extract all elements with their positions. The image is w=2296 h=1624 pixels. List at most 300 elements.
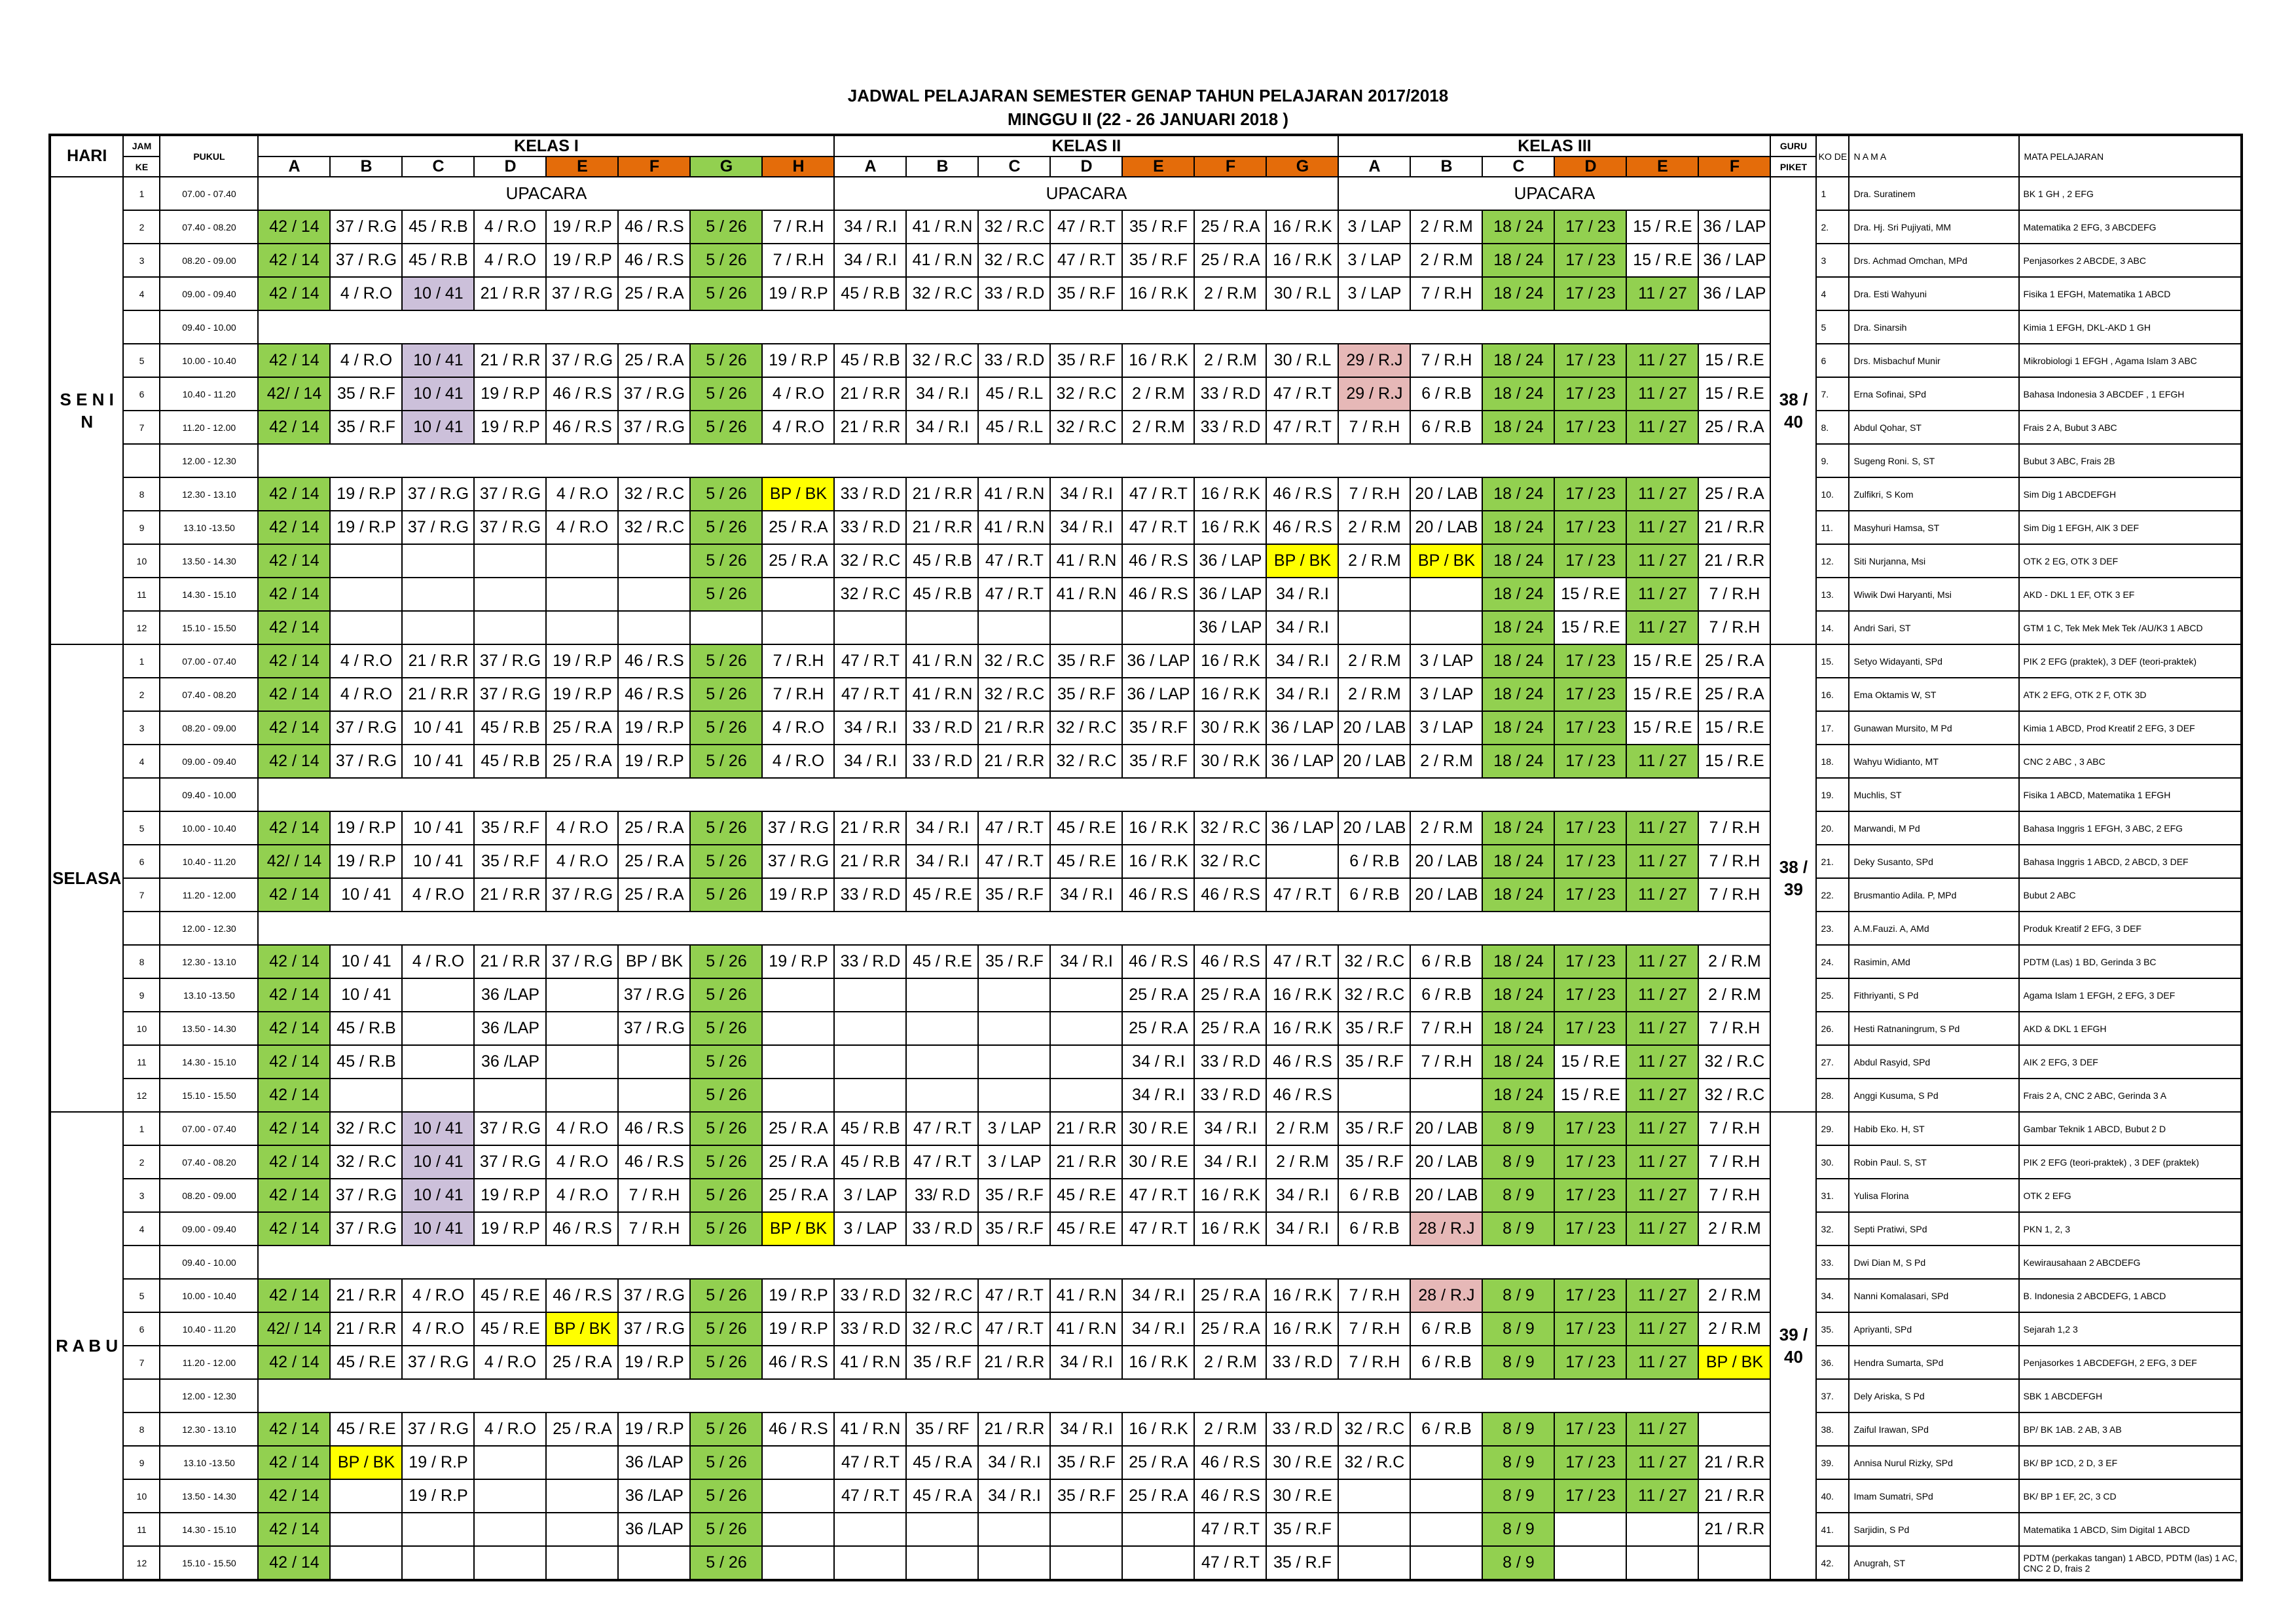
schedule-cell: 25 / R.A: [1698, 644, 1770, 678]
pukul: 10.40 - 11.20: [160, 845, 258, 878]
schedule-cell: 25 / R.A: [546, 711, 618, 745]
pukul: 12.30 - 13.10: [160, 1412, 258, 1446]
schedule-cell: 17 / 23: [1554, 1412, 1626, 1446]
class-2-c: C: [978, 157, 1050, 177]
schedule-cell: 45 / R.B: [906, 578, 978, 611]
teacher-subject: B. Indonesia 2 ABCDEFG, 1 ABCD: [2019, 1279, 2242, 1312]
schedule-cell: 42/ / 14: [258, 377, 330, 411]
teacher-name: Zaiful Irawan, SPd: [1849, 1412, 2019, 1446]
schedule-cell: [330, 578, 402, 611]
table-row: [50, 210, 2242, 244]
schedule-cell: [474, 578, 546, 611]
schedule-cell: 4 / R.O: [762, 711, 834, 745]
table-row: [50, 177, 2242, 210]
schedule-cell: [474, 1079, 546, 1112]
schedule-cell: 4 / R.O: [474, 1346, 546, 1379]
schedule-cell: [402, 1079, 474, 1112]
schedule-cell: 42 / 14: [258, 477, 330, 511]
teacher-subject: Bahasa Inggris 1 ABCD, 2 ABCD, 3 DEF: [2019, 845, 2242, 878]
schedule-cell: 18 / 24: [1482, 477, 1554, 511]
teacher-subject: PIK 2 EFG (teori-praktek) , 3 DEF (praktek): [2019, 1145, 2242, 1179]
schedule-cell: 34 / R.I: [834, 745, 906, 778]
schedule-cell: 19 / R.P: [546, 678, 618, 711]
schedule-cell: 47 / R.T: [1050, 244, 1122, 277]
schedule-cell: 2 / R.M: [1194, 277, 1266, 310]
schedule-cell: 20 / LAB: [1338, 811, 1410, 845]
guru-piket: 38 / 39: [1770, 644, 1816, 1112]
schedule-cell: 4 / R.O: [546, 1145, 618, 1179]
teacher-subject: Penjasorkes 1 ABCDEFGH, 2 EFG, 3 DEF: [2019, 1346, 2242, 1379]
schedule-cell: 21 / R.R: [474, 344, 546, 377]
schedule-cell: [474, 1479, 546, 1513]
schedule-cell: 42 / 14: [258, 1079, 330, 1112]
schedule-cell: 11 / 27: [1626, 1012, 1698, 1045]
schedule-cell: 34 / R.I: [1266, 644, 1338, 678]
schedule-cell: 11 / 27: [1626, 1312, 1698, 1346]
teacher-code: 28.: [1816, 1079, 1849, 1112]
schedule-cell: 15 / R.E: [1626, 678, 1698, 711]
schedule-cell: 21 / R.R: [978, 711, 1050, 745]
schedule-cell: 47 / R.T: [834, 1446, 906, 1479]
schedule-cell: 47 / R.T: [906, 1112, 978, 1145]
schedule-cell: 15 / R.E: [1698, 344, 1770, 377]
schedule-cell: 25 / R.A: [618, 845, 690, 878]
schedule-cell: 6 / R.B: [1410, 978, 1482, 1012]
schedule-cell: 21 / R.R: [834, 845, 906, 878]
schedule-cell: 47 / R.T: [1050, 210, 1122, 244]
schedule-cell: 41 / R.N: [906, 678, 978, 711]
schedule-cell: 21 / R.R: [474, 878, 546, 912]
schedule-cell: [402, 1045, 474, 1079]
pukul: 13.10 -13.50: [160, 1446, 258, 1479]
schedule-cell: 34 / R.I: [978, 1479, 1050, 1513]
schedule-cell: 32 / R.C: [978, 678, 1050, 711]
teacher-code: 12.: [1816, 544, 1849, 578]
schedule-cell: 46 / R.S: [1266, 477, 1338, 511]
schedule-cell: 45 / R.A: [906, 1479, 978, 1513]
schedule-cell: 37 / R.G: [546, 277, 618, 310]
teacher-name: Abdul Qohar, ST: [1849, 411, 2019, 444]
schedule-cell: 47 / R.T: [1266, 377, 1338, 411]
schedule-cell: 11 / 27: [1626, 1179, 1698, 1212]
schedule-cell: 37 / R.G: [402, 511, 474, 544]
schedule-cell: 19 / R.P: [618, 1412, 690, 1446]
teacher-code: 10.: [1816, 477, 1849, 511]
header-ke: KE: [123, 157, 160, 177]
schedule-cell: 6 / R.B: [1410, 1312, 1482, 1346]
schedule-cell: 41 / R.N: [834, 1412, 906, 1446]
schedule-cell: 21 / R.R: [330, 1279, 402, 1312]
schedule-cell: [978, 1546, 1050, 1580]
schedule-cell: 18 / 24: [1482, 811, 1554, 845]
schedule-cell: 16 / R.K: [1122, 1346, 1194, 1379]
schedule-cell: 25 / R.A: [546, 745, 618, 778]
teacher-code: 3: [1816, 244, 1849, 277]
teacher-code: 16.: [1816, 678, 1849, 711]
teacher-code: 11.: [1816, 511, 1849, 544]
schedule-cell: 32 / R.C: [906, 1312, 978, 1346]
table-row: [50, 745, 2242, 778]
schedule-cell: [1626, 1513, 1698, 1546]
schedule-cell: 45 / R.B: [330, 1045, 402, 1079]
schedule-cell: 36 /LAP: [618, 1446, 690, 1479]
schedule-cell: 37 / R.G: [618, 1012, 690, 1045]
schedule-cell: [546, 978, 618, 1012]
schedule-cell: 20 / LAB: [1410, 845, 1482, 878]
schedule-cell: 46 / R.S: [618, 210, 690, 244]
schedule-cell: [1338, 1479, 1410, 1513]
schedule-cell: 36 / LAP: [1698, 210, 1770, 244]
schedule-cell: [618, 1045, 690, 1079]
teacher-subject: BK 1 GH , 2 EFG: [2019, 177, 2242, 210]
table-row: [50, 244, 2242, 277]
schedule-cell: 42 / 14: [258, 544, 330, 578]
jam-ke: 1: [123, 177, 160, 210]
schedule-cell: [546, 1513, 618, 1546]
schedule-cell: 5 / 26: [690, 1079, 762, 1112]
schedule-cell: [402, 611, 474, 644]
schedule-cell: 45 / R.B: [906, 544, 978, 578]
schedule-cell: 25 / R.A: [1698, 411, 1770, 444]
header-pukul: PUKUL: [160, 135, 258, 177]
schedule-cell: [1050, 1045, 1122, 1079]
schedule-cell: 42 / 14: [258, 578, 330, 611]
schedule-cell: 32 / R.C: [834, 544, 906, 578]
table-row: [50, 611, 2242, 644]
schedule-cell: BP / BK: [618, 945, 690, 978]
schedule-cell: 2 / R.M: [1410, 210, 1482, 244]
schedule-cell: 34 / R.I: [1050, 1346, 1122, 1379]
schedule-cell: 45 / R.E: [330, 1412, 402, 1446]
schedule-cell: 35 / R.F: [1050, 644, 1122, 678]
schedule-cell: 5 / 26: [690, 1446, 762, 1479]
schedule-cell: 20 / LAB: [1338, 745, 1410, 778]
schedule-cell: 36 / LAP: [1698, 277, 1770, 310]
schedule-cell: [1554, 1546, 1626, 1580]
schedule-cell: 18 / 24: [1482, 878, 1554, 912]
schedule-cell: [1122, 1546, 1194, 1580]
schedule-cell: 35 / R.F: [978, 1179, 1050, 1212]
schedule-cell: 11 / 27: [1626, 411, 1698, 444]
schedule-cell: 2 / R.M: [1122, 411, 1194, 444]
schedule-cell: 17 / 23: [1554, 1312, 1626, 1346]
schedule-cell: 25 / R.A: [762, 1179, 834, 1212]
schedule-cell: 6 / R.B: [1410, 1412, 1482, 1446]
schedule-cell: 7 / R.H: [1698, 1012, 1770, 1045]
table-row: [50, 1379, 2242, 1412]
schedule-cell: [1050, 1012, 1122, 1045]
schedule-cell: 18 / 24: [1482, 745, 1554, 778]
schedule-cell: 34 / R.I: [906, 845, 978, 878]
teacher-code: 34.: [1816, 1279, 1849, 1312]
schedule-cell: 42 / 14: [258, 1446, 330, 1479]
table-row: [50, 1246, 2242, 1279]
schedule-cell: 36 / LAP: [1194, 544, 1266, 578]
teacher-name: Marwandi, M Pd: [1849, 811, 2019, 845]
jam-ke: 9: [123, 511, 160, 544]
schedule-cell: 16 / R.K: [1266, 978, 1338, 1012]
schedule-cell: 36 /LAP: [618, 1513, 690, 1546]
schedule-cell: 42 / 14: [258, 878, 330, 912]
schedule-cell: [546, 578, 618, 611]
schedule-cell: 37 / R.G: [474, 511, 546, 544]
schedule-cell: 5 / 26: [690, 1412, 762, 1446]
schedule-cell: 25 / R.A: [618, 344, 690, 377]
schedule-cell: 8 / 9: [1482, 1346, 1554, 1379]
schedule-cell: 7 / R.H: [1338, 411, 1410, 444]
teacher-subject: Fisika 1 ABCD, Matematika 1 EFGH: [2019, 778, 2242, 811]
class-3-c: C: [1482, 157, 1554, 177]
schedule-cell: 7 / R.H: [618, 1212, 690, 1246]
schedule-cell: 36 /LAP: [474, 1012, 546, 1045]
schedule-cell: 32 / R.C: [330, 1112, 402, 1145]
schedule-cell: 46 / R.S: [1266, 1045, 1338, 1079]
schedule-cell: 5 / 26: [690, 745, 762, 778]
schedule-cell: 7 / R.H: [1698, 578, 1770, 611]
schedule-cell: 16 / R.K: [1266, 1279, 1338, 1312]
schedule-cell: 21 / R.R: [1050, 1145, 1122, 1179]
schedule-cell: 29 / R.J: [1338, 377, 1410, 411]
schedule-cell: [546, 1479, 618, 1513]
schedule-cell: 41 / R.N: [1050, 1312, 1122, 1346]
schedule-cell: 46 / R.S: [1266, 511, 1338, 544]
schedule-cell: 4 / R.O: [546, 845, 618, 878]
schedule-cell: [618, 1546, 690, 1580]
schedule-cell: 5 / 26: [690, 978, 762, 1012]
teacher-code: 25.: [1816, 978, 1849, 1012]
schedule-cell: 7 / R.H: [1698, 1145, 1770, 1179]
schedule-cell: 45 / R.E: [1050, 1212, 1122, 1246]
schedule-cell: 10 / 41: [402, 411, 474, 444]
schedule-cell: 6 / R.B: [1410, 377, 1482, 411]
schedule-cell: 32 / R.C: [978, 244, 1050, 277]
page-subtitle: MINGGU II (22 - 26 JANUARI 2018 ): [1007, 109, 1289, 129]
schedule-cell: [330, 1546, 402, 1580]
schedule-cell: 15 / R.E: [1554, 1045, 1626, 1079]
table-row: [50, 310, 2242, 344]
schedule-cell: 17 / 23: [1554, 344, 1626, 377]
jam-ke: 8: [123, 945, 160, 978]
schedule-cell: 19 / R.P: [474, 1179, 546, 1212]
teacher-subject: Gambar Teknik 1 ABCD, Bubut 2 D: [2019, 1112, 2242, 1145]
schedule-cell: 18 / 24: [1482, 277, 1554, 310]
schedule-cell: 17 / 23: [1554, 1479, 1626, 1513]
schedule-cell: 42 / 14: [258, 277, 330, 310]
teacher-name: Septi Pratiwi, SPd: [1849, 1212, 2019, 1246]
jam-ke: 4: [123, 745, 160, 778]
schedule-cell: 32 / R.C: [618, 511, 690, 544]
schedule-cell: 32 / R.C: [978, 644, 1050, 678]
table-row: [50, 978, 2242, 1012]
schedule-cell: 17 / 23: [1554, 678, 1626, 711]
schedule-cell: BP / BK: [1698, 1346, 1770, 1379]
schedule-cell: 47 / R.T: [1122, 1212, 1194, 1246]
schedule-cell: 11 / 27: [1626, 1079, 1698, 1112]
class-3-f: F: [1698, 157, 1770, 177]
schedule-cell: [762, 1079, 834, 1112]
schedule-cell: 36 / LAP: [1266, 745, 1338, 778]
schedule-cell: 6 / R.B: [1338, 878, 1410, 912]
teacher-subject: PIK 2 EFG (praktek), 3 DEF (teori-praktek): [2019, 644, 2242, 678]
schedule-cell: 45 / R.B: [834, 1145, 906, 1179]
jam-ke: [123, 1379, 160, 1412]
schedule-cell: 2 / R.M: [1338, 644, 1410, 678]
schedule-cell: 33 / R.D: [1194, 411, 1266, 444]
schedule-cell: [906, 1513, 978, 1546]
day-name: R A B U: [50, 1112, 123, 1580]
schedule-cell: 4 / R.O: [474, 1412, 546, 1446]
schedule-cell: 8 / 9: [1482, 1546, 1554, 1580]
teacher-code: 1: [1816, 177, 1849, 210]
schedule-cell: 16 / R.K: [1266, 1012, 1338, 1045]
schedule-cell: 2 / R.M: [1338, 678, 1410, 711]
schedule-cell: 5 / 26: [690, 678, 762, 711]
title-block: [0, 84, 2296, 131]
teacher-name: Deky Susanto, SPd: [1849, 845, 2019, 878]
jam-ke: 7: [123, 411, 160, 444]
schedule-cell: 11 / 27: [1626, 344, 1698, 377]
teacher-name: Dely Ariska, S Pd: [1849, 1379, 2019, 1412]
schedule-cell: [1410, 1546, 1482, 1580]
teacher-code: 30.: [1816, 1145, 1849, 1179]
pukul: 14.30 - 15.10: [160, 1513, 258, 1546]
schedule-cell: 33 / R.D: [834, 1312, 906, 1346]
schedule-cell: 18 / 24: [1482, 244, 1554, 277]
schedule-cell: 19 / R.P: [762, 878, 834, 912]
schedule-cell: 46 / R.S: [1194, 945, 1266, 978]
schedule-cell: 37 / R.G: [618, 1279, 690, 1312]
schedule-cell: 41 / R.N: [978, 477, 1050, 511]
table-row: [50, 1079, 2242, 1112]
jam-ke: 3: [123, 244, 160, 277]
teacher-subject: CNC 2 ABC , 3 ABC: [2019, 745, 2242, 778]
jam-ke: [123, 912, 160, 945]
schedule-cell: 19 / R.P: [402, 1446, 474, 1479]
teacher-name: Muchlis, ST: [1849, 778, 2019, 811]
schedule-cell: 46 / R.S: [546, 1279, 618, 1312]
schedule-cell: 46 / R.S: [1266, 1079, 1338, 1112]
schedule-cell: 4 / R.O: [762, 745, 834, 778]
schedule-cell: 36 /LAP: [618, 1479, 690, 1513]
teacher-code: 9.: [1816, 444, 1849, 477]
class-1-d: D: [474, 157, 546, 177]
table-row: [50, 1179, 2242, 1212]
schedule-cell: [474, 544, 546, 578]
schedule-cell: 19 / R.P: [330, 811, 402, 845]
table-row: [50, 444, 2242, 477]
teacher-code: 41.: [1816, 1513, 1849, 1546]
schedule-cell: 3 / LAP: [1410, 711, 1482, 745]
schedule-cell: [1410, 1479, 1482, 1513]
schedule-cell: 47 / R.T: [978, 845, 1050, 878]
schedule-cell: 18 / 24: [1482, 1079, 1554, 1112]
schedule-cell: [906, 611, 978, 644]
teacher-code: 17.: [1816, 711, 1849, 745]
schedule-cell: 42 / 14: [258, 1012, 330, 1045]
teacher-code: 29.: [1816, 1112, 1849, 1145]
schedule-cell: 5 / 26: [690, 845, 762, 878]
schedule-cell: 37 / R.G: [474, 644, 546, 678]
table-row: [50, 1145, 2242, 1179]
upacara-class-2: UPACARA: [834, 177, 1338, 210]
schedule-cell: 7 / R.H: [1338, 1346, 1410, 1379]
schedule-cell: 25 / R.A: [762, 544, 834, 578]
teacher-code: 6: [1816, 344, 1849, 377]
schedule-cell: 25 / R.A: [546, 1346, 618, 1379]
schedule-cell: [402, 578, 474, 611]
schedule-cell: 42 / 14: [258, 644, 330, 678]
jam-ke: 7: [123, 878, 160, 912]
schedule-cell: 17 / 23: [1554, 511, 1626, 544]
table-row: [50, 1312, 2242, 1346]
teacher-subject: Frais 2 A, CNC 2 ABC, Gerinda 3 A: [2019, 1079, 2242, 1112]
class-1-h: H: [762, 157, 834, 177]
schedule-cell: [906, 1012, 978, 1045]
schedule-cell: 17 / 23: [1554, 1112, 1626, 1145]
schedule-cell: 33 / R.D: [1266, 1346, 1338, 1379]
schedule-cell: 32 / R.C: [1194, 845, 1266, 878]
schedule-cell: 45 / R.E: [1050, 811, 1122, 845]
schedule-cell: 6 / R.B: [1338, 1212, 1410, 1246]
schedule-cell: 34 / R.I: [1266, 611, 1338, 644]
teacher-name: Fithriyanti, S Pd: [1849, 978, 2019, 1012]
teacher-code: 22.: [1816, 878, 1849, 912]
break-row: [258, 310, 1770, 344]
table-row: [50, 845, 2242, 878]
schedule-cell: 25 / R.A: [1698, 678, 1770, 711]
header-kode: KO DE: [1816, 135, 1849, 177]
schedule-cell: 47 / R.T: [1194, 1546, 1266, 1580]
schedule-cell: 34 / R.I: [1122, 1045, 1194, 1079]
jam-ke: 3: [123, 1179, 160, 1212]
schedule-cell: 25 / R.A: [1194, 978, 1266, 1012]
header-kelas-1: KELAS I: [258, 135, 834, 157]
schedule-cell: 18 / 24: [1482, 1012, 1554, 1045]
teacher-subject: Agama Islam 1 EFGH, 2 EFG, 3 DEF: [2019, 978, 2242, 1012]
schedule-cell: 35 / R.F: [1050, 344, 1122, 377]
jam-ke: 11: [123, 1513, 160, 1546]
schedule-cell: 41 / R.N: [1050, 1279, 1122, 1312]
table-row: [50, 1513, 2242, 1546]
table-row: [50, 1546, 2242, 1580]
schedule-cell: [618, 1079, 690, 1112]
jam-ke: 2: [123, 678, 160, 711]
schedule-cell: 37 / R.G: [330, 745, 402, 778]
schedule-cell: [762, 1012, 834, 1045]
teacher-subject: Kimia 1 ABCD, Prod Kreatif 2 EFG, 3 DEF: [2019, 711, 2242, 745]
schedule-cell: 42 / 14: [258, 745, 330, 778]
schedule-cell: [1410, 611, 1482, 644]
schedule-cell: 19 / R.P: [618, 745, 690, 778]
break-row: [258, 778, 1770, 811]
pukul: 15.10 - 15.50: [160, 611, 258, 644]
schedule-cell: 25 / R.A: [546, 1412, 618, 1446]
schedule-cell: 37 / R.G: [474, 477, 546, 511]
schedule-cell: 25 / R.A: [1122, 1479, 1194, 1513]
pukul: 11.20 - 12.00: [160, 411, 258, 444]
schedule-cell: 33 / R.D: [834, 945, 906, 978]
schedule-cell: 42 / 14: [258, 811, 330, 845]
schedule-cell: 10 / 41: [330, 978, 402, 1012]
schedule-cell: [762, 1546, 834, 1580]
jam-ke: 2: [123, 210, 160, 244]
schedule-cell: 30 / R.K: [1194, 711, 1266, 745]
jam-ke: 9: [123, 1446, 160, 1479]
schedule-cell: BP / BK: [762, 477, 834, 511]
schedule-cell: 3 / LAP: [1338, 210, 1410, 244]
schedule-cell: 29 / R.J: [1338, 344, 1410, 377]
schedule-cell: [1050, 611, 1122, 644]
